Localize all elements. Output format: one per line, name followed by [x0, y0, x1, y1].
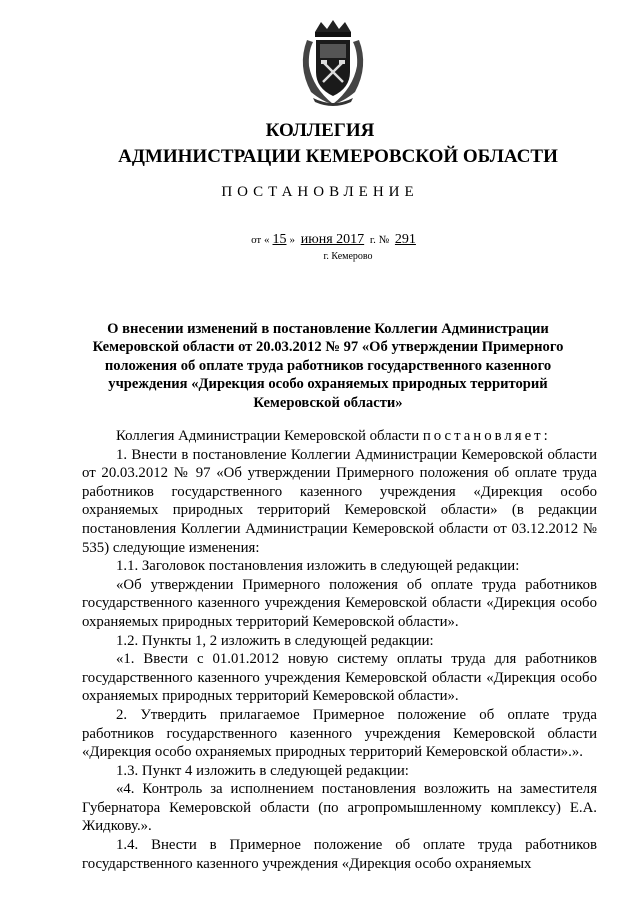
- body-paragraph: 2. Утвердить прилагаемое Примерное положение об оплате труда работников государственного казенного учреждения Кемеровской области «Дирекция особо охраняемых природных территорий Кемеровской области».».: [82, 706, 597, 761]
- organization-name-line1: КОЛЛЕГИЯ: [265, 120, 375, 141]
- body-paragraph: 1.2. Пункты 1, 2 изложить в следующей редакции:: [116, 632, 434, 649]
- document-city: г. Кемерово: [323, 251, 373, 262]
- date-mid: »: [289, 234, 295, 246]
- intro-paragraph: [82, 427, 597, 446]
- body-paragraph: 1.1. Заголовок постановления изложить в следующей редакции:: [116, 558, 520, 575]
- body-paragraph: «4. Контроль за исполнением постановления возложить на заместителя Губернатора Кемеровской области (по агропромышленному комплексу) Е.А. Жидкову.».: [82, 781, 597, 835]
- number-sign: №: [378, 234, 390, 246]
- coat-of-arms-icon: [293, 18, 373, 106]
- body-paragraph: 1.4. Внести в Примерное положение об оплате труда работников государственного казенного учреждения «Дирекция особо охраняемых: [82, 837, 597, 872]
- document-title: О внесении изменений в постановление Коллегии Администрации Кемеровской области от 20.03.2012 № 97 «Об утверждении Примерного положения об оплате труда работников государственного казенного учреждения «Дирекция особо охраняемых природных территорий Кемеровской области»: [92, 321, 564, 411]
- date-prefix: от «: [251, 234, 270, 246]
- document-number: 291: [394, 232, 416, 247]
- body-paragraph: «1. Ввести с 01.01.2012 новую систему оплаты труда для работников государственного казенного учреждения Кемеровской области «Дирекция особо охраняемых природных территорий Кемеровской области».: [82, 651, 597, 705]
- date-day: 15: [272, 232, 287, 247]
- document-dateline: [205, 232, 465, 248]
- body-paragraph: «Об утверждении Примерного положения об оплате труда работников государственного казенного учреждения Кемеровской области «Дирекция особо охраняемых природных территорий Кемеровской области».: [82, 576, 597, 630]
- document-type: ПОСТАНОВЛЕНИЕ: [221, 184, 419, 200]
- organization-name-line2: АДМИНИСТРАЦИИ КЕМЕРОВСКОЙ ОБЛАСТИ: [118, 146, 558, 167]
- date-month-year: июня 2017: [300, 232, 365, 247]
- intro-verb: постановляет:: [422, 428, 551, 444]
- date-year-suffix: г.: [369, 234, 376, 246]
- document-body: [82, 427, 597, 873]
- intro-lead: Коллегия Администрации Кемеровской области: [116, 428, 420, 444]
- body-paragraph: 1.3. Пункт 4 изложить в следующей редакции:: [116, 762, 409, 779]
- body-paragraph: 1. Внести в постановление Коллегии Администрации Кемеровской области от 20.03.2012 № 97 «Об утверждении Примерного положения об оплате труда работников государственного казенного учреждения «Дирекция особо охраняемых природных территорий Кемеровской области» (в редакции постановления Коллегии Администрации Кемеровской области от 03.12.2012 № 535) следующие изменения:: [82, 446, 597, 556]
